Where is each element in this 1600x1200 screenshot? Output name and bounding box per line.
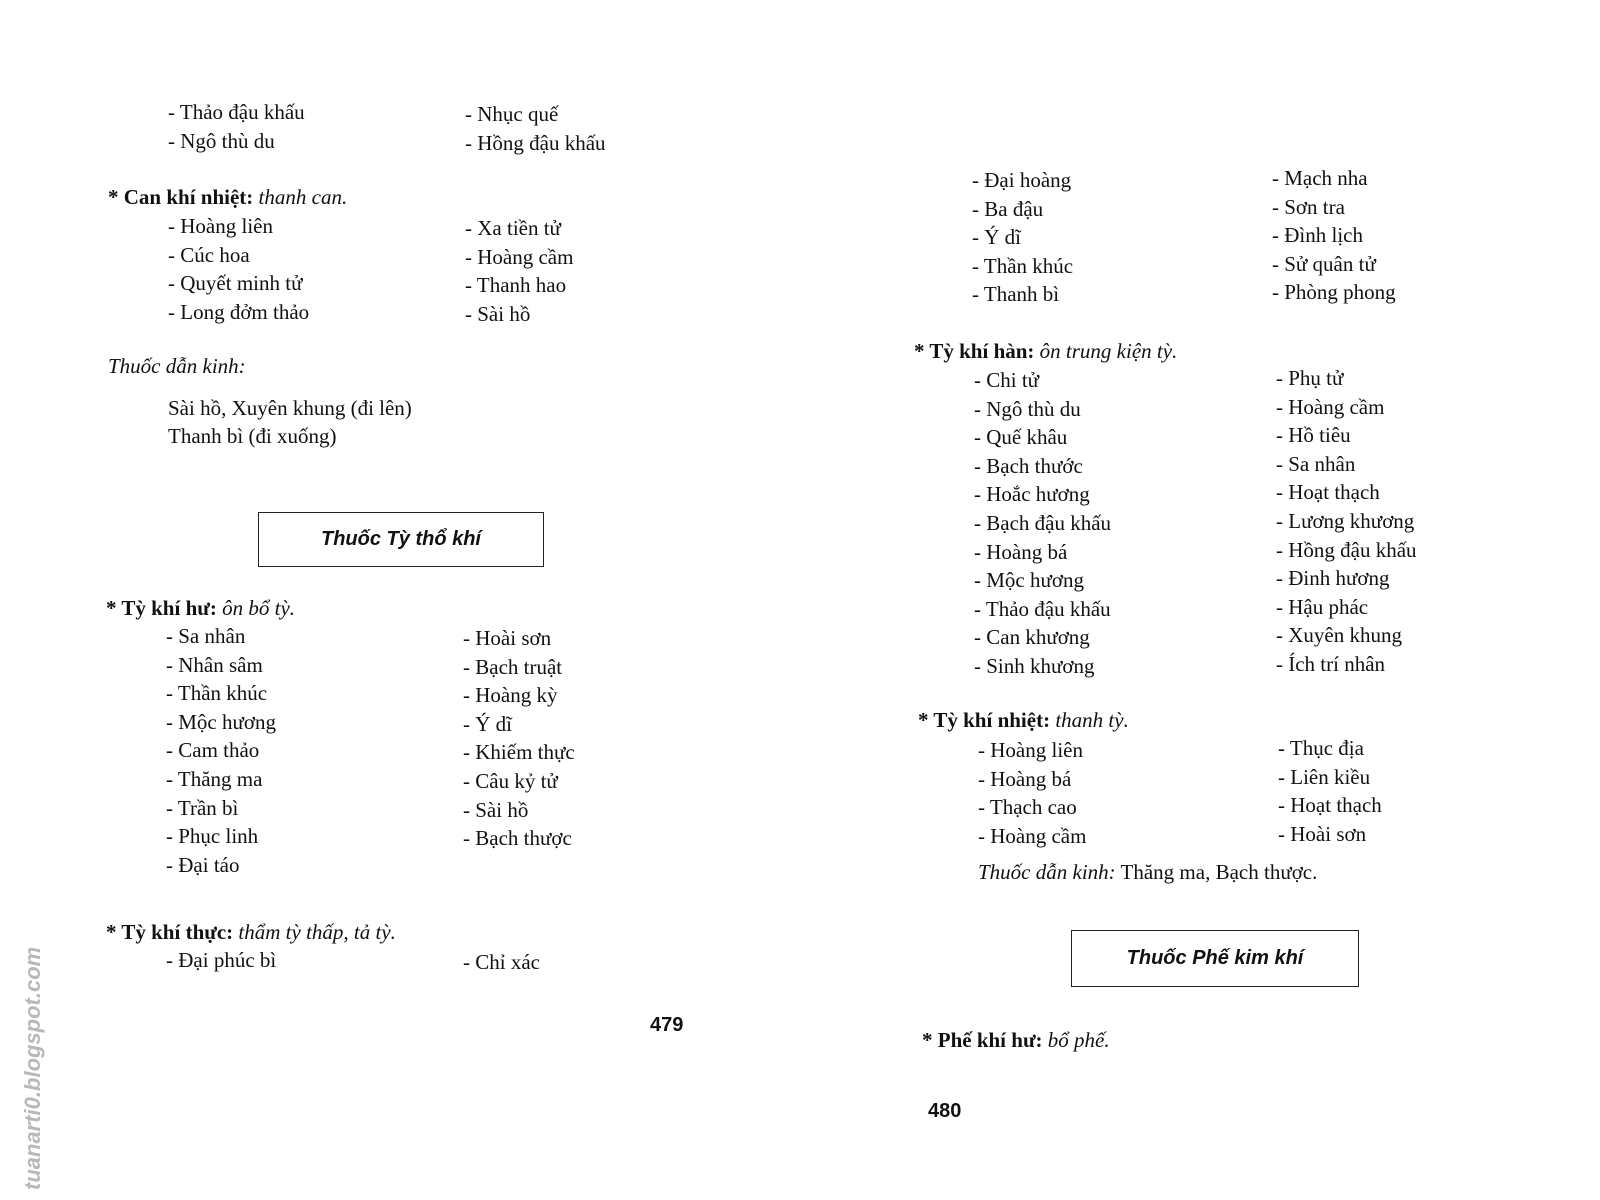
heading-label: * Tỳ khí hư:: [106, 596, 217, 620]
heading-label: * Tỳ khí thực:: [106, 920, 234, 944]
right-dan-kinh: [978, 860, 1317, 885]
list-item: - Hoàng cầm: [465, 244, 574, 269]
list-item: - Hồng đậu khấu: [1276, 537, 1417, 562]
dan-kinh-line2: Thanh bì (đi xuống): [168, 424, 337, 448]
ty-khi-nhiet-heading: [918, 706, 1129, 734]
list-item: - Khiếm thực: [463, 740, 575, 765]
ty-khi-han-heading: [914, 337, 1177, 365]
list-item: - Chi tử: [974, 368, 1040, 392]
list-item: - Hoài sơn: [1278, 821, 1367, 846]
section-title-box-ty: Thuốc Tỳ thổ khí: [258, 512, 544, 567]
list-item: - Quế khâu: [974, 425, 1068, 450]
ty-nhiet-list-col2: [1278, 734, 1382, 848]
list-item: - Sơn tra: [1272, 194, 1345, 219]
phe-khi-hu-heading: [922, 1026, 1110, 1054]
list-item: - Thần khúc: [972, 253, 1074, 278]
list-item: - Thảo đậu khấu: [974, 596, 1111, 621]
list-item: - Thăng ma: [166, 766, 263, 791]
list-item: - Can khương: [974, 625, 1090, 650]
page-number-right: 480: [928, 1100, 962, 1122]
list-item: - Thạch cao: [978, 795, 1077, 820]
list-item: - Bạch đậu khấu: [974, 510, 1112, 535]
list-item: - Hồ tiêu: [1276, 423, 1351, 448]
list-item: - Đại hoàng: [972, 168, 1072, 192]
list-item: - Nhục quế: [465, 102, 559, 126]
heading-desc: thanh tỳ.: [1055, 708, 1129, 732]
dan-kinh-label: Thuốc dẫn kinh:: [108, 354, 246, 378]
list-item: - Hoắc hương: [974, 482, 1090, 507]
ty-khi-hu-heading: [106, 594, 295, 622]
list-item: - Cúc hoa: [168, 242, 250, 267]
list-item: - Phòng phong: [1272, 280, 1396, 305]
list-item: - Trần bì: [166, 795, 239, 820]
list-item: - Thanh hao: [465, 273, 567, 298]
list-item: - Đình lịch: [1272, 223, 1363, 248]
list-item: - Ngô thù du: [168, 128, 275, 153]
list-item: - Ý dĩ: [463, 711, 512, 736]
list-item: - Quyết minh tử: [168, 271, 303, 296]
list-item: - Thục địa: [1278, 736, 1364, 760]
heading-desc: ôn bổ tỳ.: [222, 596, 296, 620]
list-item: - Đinh hương: [1276, 566, 1390, 591]
list-item: - Câu kỷ tử: [463, 768, 558, 793]
can-list-col2: [465, 214, 573, 328]
list-item: - Bạch thược: [463, 826, 572, 851]
list-item: - Sa nhân: [1276, 451, 1356, 476]
list-item: - Hoàng bá: [978, 766, 1072, 791]
list-item: - Sử quân tử: [1272, 251, 1376, 276]
section-title-box-phe: Thuốc Phế kim khí: [1071, 930, 1359, 987]
dan-kinh-line1: Sài hồ, Xuyên khung (đi lên): [168, 396, 412, 420]
list-item: - Đại phúc bì: [166, 948, 277, 972]
list-item: - Hoàng cầm: [978, 823, 1087, 848]
list-item: - Sài hồ: [465, 301, 531, 326]
list-item: - Long đởm thảo: [168, 299, 310, 324]
list-item: - Liên kiều: [1278, 764, 1371, 789]
list-item: - Ích trí nhân: [1276, 651, 1386, 676]
list-item: - Ngô thù du: [974, 396, 1081, 421]
ty-khi-thuc-heading: [106, 918, 396, 946]
right-top-list-col1: [972, 166, 1073, 309]
list-item: - Sinh khương: [974, 653, 1095, 678]
list-item: - Thảo đậu khấu: [168, 100, 305, 124]
list-item: - Mộc hương: [974, 568, 1084, 593]
heading-desc: ôn trung kiện tỳ.: [1039, 339, 1178, 363]
ty-han-list-col1: [974, 366, 1111, 681]
list-item: - Mộc hương: [166, 709, 276, 734]
list-item: - Ý dĩ: [972, 225, 1021, 250]
list-item: - Hoàng liên: [978, 738, 1083, 762]
heading-desc: thẩm tỳ thấp, tả tỳ.: [238, 920, 396, 944]
list-item: - Cam thảo: [166, 738, 260, 763]
ty-nhiet-list-col1: [978, 736, 1086, 850]
list-item: - Nhân sâm: [166, 652, 263, 677]
can-list-col1: [168, 212, 309, 326]
left-top-list-col1: [168, 98, 305, 155]
ty-hu-list-col2: [463, 624, 575, 853]
list-item: - Phụ tử: [1276, 366, 1344, 390]
heading-desc: bổ phế.: [1047, 1028, 1110, 1052]
heading-label: * Tỳ khí hàn:: [914, 339, 1035, 363]
list-item: - Thanh bì: [972, 282, 1060, 307]
list-item: - Xa tiền tử: [465, 216, 561, 240]
list-item: - Bạch thước: [974, 453, 1083, 478]
ty-han-list-col2: [1276, 364, 1417, 679]
watermark-text: tuanarti0.blogspot.com: [20, 946, 45, 1190]
list-item: - Lương khương: [1276, 508, 1415, 533]
list-item: - Sa nhân: [166, 624, 246, 648]
page-number-left: 479: [650, 1014, 684, 1036]
list-item: - Hoàng bá: [974, 539, 1068, 564]
list-item: - Hoàng cầm: [1276, 394, 1385, 419]
can-khi-nhiet-heading: [108, 183, 347, 211]
list-item: - Chỉ xác: [463, 950, 540, 974]
list-item: - Bạch truật: [463, 654, 563, 679]
list-item: - Hậu phác: [1276, 594, 1369, 619]
list-item: - Xuyên khung: [1276, 623, 1402, 648]
list-item: - Mạch nha: [1272, 166, 1368, 190]
heading-desc: thanh can.: [258, 185, 348, 209]
list-item: - Hoạt thạch: [1276, 480, 1380, 505]
list-item: - Ba đậu: [972, 196, 1044, 221]
list-item: - Thần khúc: [166, 681, 268, 706]
list-item: - Hoài sơn: [463, 626, 552, 650]
list-item: - Hoàng kỳ: [463, 683, 558, 708]
list-item: - Đại táo: [166, 852, 240, 877]
list-item: - Phục linh: [166, 824, 259, 849]
ty-hu-list-col1: [166, 622, 276, 879]
heading-label: * Phế khí hư:: [922, 1028, 1043, 1052]
list-item: - Hồng đậu khấu: [465, 130, 606, 155]
dan-kinh-text: Thăng ma, Bạch thược.: [1120, 860, 1318, 884]
list-item: - Hoàng liên: [168, 214, 273, 238]
heading-label: * Can khí nhiệt:: [108, 185, 254, 209]
right-top-list-col2: [1272, 164, 1396, 307]
dan-kinh-label: Thuốc dẫn kinh:: [978, 860, 1116, 884]
heading-label: * Tỳ khí nhiệt:: [918, 708, 1051, 732]
left-top-list-col2: [465, 100, 606, 157]
list-item: - Sài hồ: [463, 797, 529, 822]
list-item: - Hoạt thạch: [1278, 793, 1382, 818]
